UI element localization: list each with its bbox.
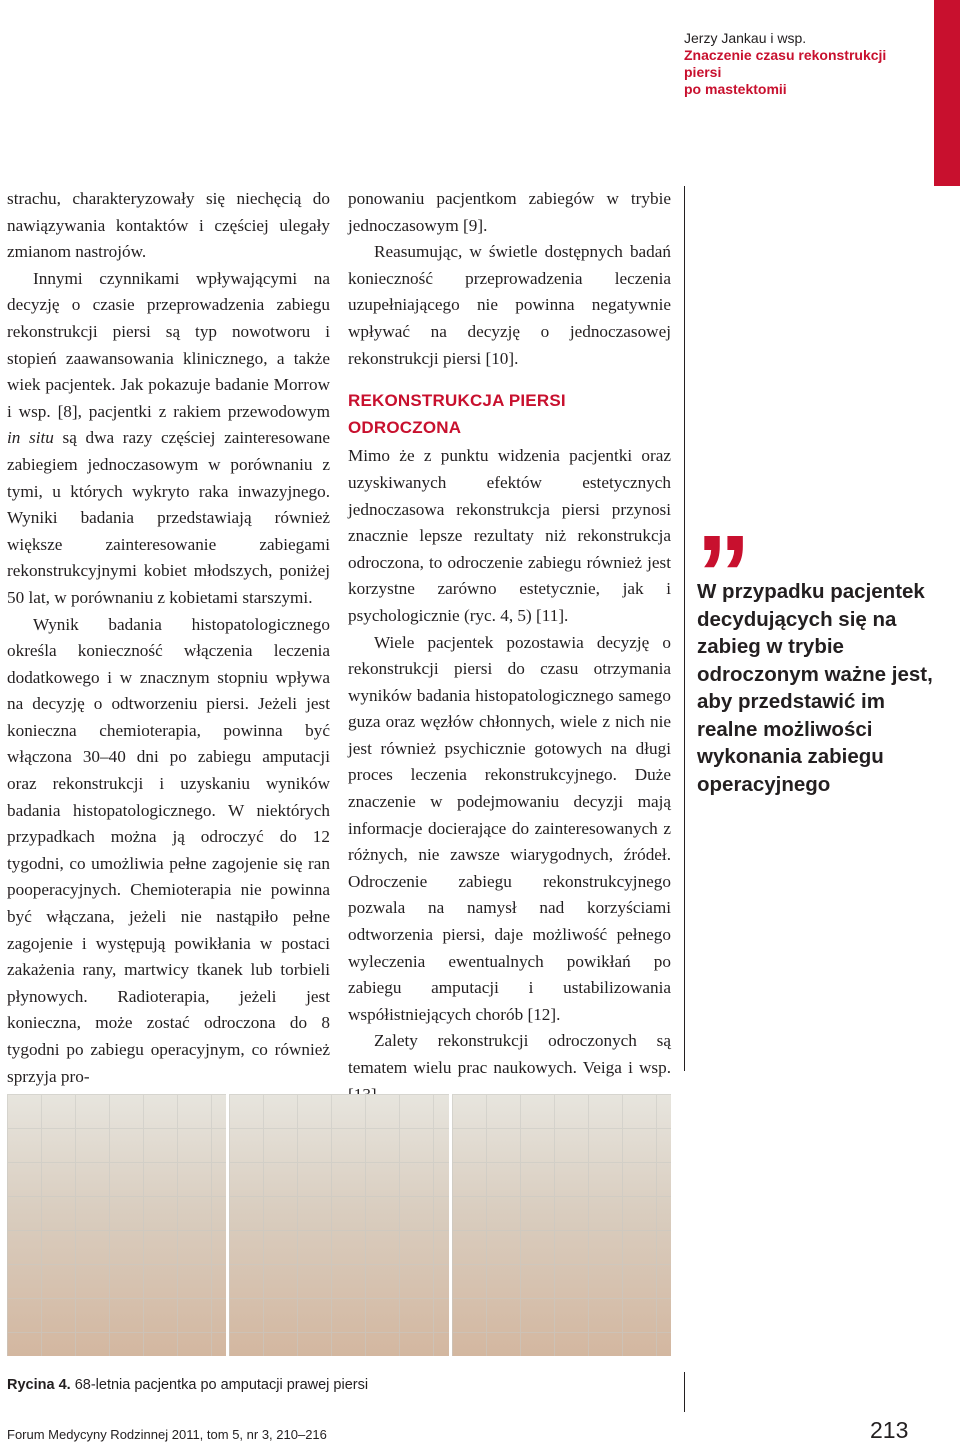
photo-placeholder <box>452 1094 671 1356</box>
header-author: Jerzy Jankau i wsp. <box>684 30 807 46</box>
photo-placeholder <box>229 1094 448 1356</box>
figure-photos <box>7 1094 671 1356</box>
photo-oblique-view <box>452 1094 671 1356</box>
pull-quote: W przypadku pacjentek decydujących się na zabieg w trybie odroczonym ważne jest, aby przedstawić im realne możliwości wykonania zabiegu operacyjnego <box>697 580 933 796</box>
caption-text: 68-letnia pacjentka po amputacji prawej piersi <box>70 1377 369 1393</box>
paragraph: Wiele pacjentek pozostawia decyzję o rekonstrukcji piersi do czasu otrzymania wyników badania histopatologicznego samego guza oraz węzłów chłonnych, wiele z nich nie jest również psychicznie gotowych na długi proces leczenia rekonstrukcyjnego. Duże znaczenie w podejmowaniu decyzji mają informacje docierające do zainteresowanych z różnych, nie zawsze wiarygodnych, źródeł. Odroczenie zabiegu rekonstrukcyjnego pozwala na namysł nad korzyściami odtworzenia piersi, daje możliwość pełnego wyleczenia ewentualnych powikłań po zabiegu amputacji i ustabilizowania współistniejących chorób [12]. <box>348 632 671 1024</box>
header-title-line1: Znaczenie czasu rekonstrukcji piersi <box>684 47 887 80</box>
paragraph-text: są dwa razy częściej zainteresowane zabiegiem jednoczasowym w porównaniu z tymi, u których wykryto raka inwazyjnego. Wyniki badania przedstawiają również większe zainteresowanie zabiegami rekonstrukcyjnymi kobiet młodszych, poniżej 50 lat, w porównaniu z kobietami starszymi. <box>7 428 331 607</box>
page-number: 213 <box>870 1417 909 1443</box>
italic-term: in situ <box>7 428 54 448</box>
text-column-1 <box>7 186 330 1090</box>
photo-front-view <box>7 1094 226 1356</box>
header-title-line2: po mastektomii <box>684 81 787 97</box>
paragraph: Wynik badania histopatologicznego określa konieczność włączenia leczenia dodatkowego i w znacznym stopniu wpływa na decyzję o odtworzeniu piersi. Jeżeli jest konieczna chemioterapia, powinna być włączona 30–40 dni po zabiegu amputacji oraz rekonstrukcji i uzyskaniu wyników badania histopatologicznego. W niektórych przypadkach można ją odroczyć do 12 tygodni, co umożliwia pełne zagojenie się ran pooperacyjnych. Chemioterapia nie powinna być włączana, jeżeli nie nastąpiło pełne zagojenie i występują powikłania w postaci zakażenia rany, martwicy tkanek lub torbieli płynowych. Radioterapia, jeżeli jest konieczna, może zostać odroczona do 8 tygodni po zabiegu operacyjnym, co również sprzyja pro- <box>7 614 330 1086</box>
caption-label: Rycina 4. <box>7 1377 71 1393</box>
paragraph-text: Innymi czynnikami wpływającymi na decyzję o czasie przeprowadzenia zabiegu rekonstrukcji piersi są typ nowotworu i stopień zaawansowania klinicznego, a także wiek pacjentek. Jak pokazuje badanie Morrow i wsp. [8], pacjentki z rakiem przewodowym <box>7 268 330 421</box>
paragraph: Reasumując, w świetle dostępnych badań konieczność przeprowadzenia leczenia uzupełniającego nie powinna negatywnie wpływać na decyzję o jednoczasowej rekonstrukcji piersi [10]. <box>348 242 671 368</box>
column-divider <box>684 186 685 1071</box>
paragraph: ponowaniu pacjentkom zabiegów w trybie jednoczasowym [9]. <box>348 189 671 235</box>
paragraph: Mimo że z punktu widzenia pacjentki oraz uzyskiwanych efektów estetycznych jednoczasowa rekonstrukcja piersi przynosi znacznie lepsze rezultaty niż rekonstrukcja odroczona, to odroczenie zabiegu również jest korzystne zarówno estetycznie, jak i psychologicznie (ryc. 4, 5) [11]. <box>348 446 671 625</box>
journal-footer: Forum Medycyny Rodzinnej 2011, tom 5, nr 3, 210–216 <box>7 1427 327 1442</box>
figure-caption <box>7 1377 368 1393</box>
paragraph <box>7 266 330 612</box>
paragraph: strachu, charakteryzowały się niechęcią do nawiązywania kontaktów i częściej ulegały zmianom nastrojów. <box>7 189 330 262</box>
running-header <box>684 30 914 98</box>
quote-mark-icon: ” <box>696 513 751 636</box>
red-accent-bar <box>934 0 960 186</box>
caption-divider <box>684 1372 685 1412</box>
photo-placeholder <box>7 1094 226 1356</box>
section-heading: REKONSTRUKCJA PIERSI ODROCZONA <box>348 391 566 437</box>
paragraph: Zalety rekonstrukcji odroczonych są tematem wielu prac naukowych. Veiga i wsp. <box>348 1031 671 1077</box>
text-column-2 <box>348 186 671 1108</box>
photo-side-view <box>229 1094 448 1356</box>
